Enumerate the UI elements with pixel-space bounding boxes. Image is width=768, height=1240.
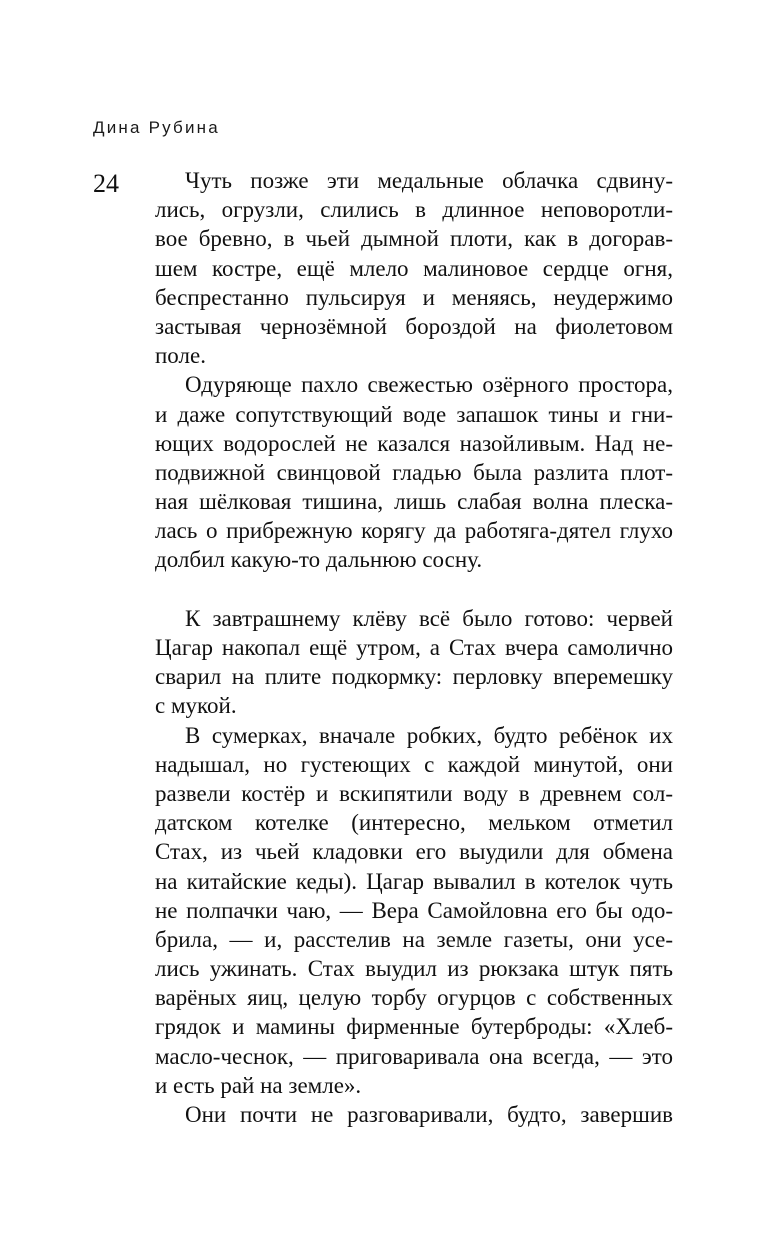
text-line: не полпачки чаю, — Вера Самойловна его бы одо-	[155, 897, 673, 923]
section-break	[155, 575, 673, 604]
text-line: беспрестанно пульсируя и меняясь, неудержимо	[155, 284, 673, 310]
text-line: вое бревно, в чьей дымной плоти, как в догорав-	[155, 226, 673, 252]
body-text	[155, 166, 673, 1129]
running-head-author: Дина Рубина	[93, 118, 220, 137]
text-line: К завтрашнему клёву всё было готово: червей	[185, 605, 673, 631]
text-line: брила, — и, расстелив на земле газеты, они усе-	[155, 926, 673, 952]
text-line: шем костре, ещё млело малиновое сердце огня,	[155, 255, 673, 281]
text-line: Цагар накопал ещё утром, а Стах вчера самолично	[155, 635, 673, 660]
text-line: Стах, из чьей кладовки его выудили для обмена	[155, 839, 673, 865]
text-line: надышал, но густеющих с каждой минутой, они	[155, 751, 673, 777]
text-line: ющих водорослей не казался назойливым. Над не-	[155, 430, 673, 456]
text-line: лись, огрузли, слились в длинное неповоротли-	[155, 197, 673, 223]
text-line: поле.	[155, 343, 206, 369]
text-line: сварил на плите подкормку: перловку вперемешку	[155, 664, 673, 690]
text-line: подвижной свинцовой гладью была разлита плот-	[155, 459, 673, 485]
text-line: долбил какую-то дальнюю сосну.	[155, 547, 483, 573]
text-line: с мукой.	[155, 693, 237, 719]
text-line: грядок и мамины фирменные бутерброды: «Хлеб-	[155, 1014, 673, 1040]
text-line: лась о прибрежную корягу да работяга-дятел глухо	[155, 518, 673, 544]
text-line: датском котелке (интересно, мельком отметил	[155, 810, 673, 836]
page-number: 24	[93, 169, 119, 198]
text-line: В сумерках, вначале робких, будто ребёнок их	[185, 722, 673, 748]
text-line: варёных яиц, целую торбу огурцов с собственных	[155, 985, 673, 1011]
text-line: масло-чеснок, — приговаривала она всегда, — это	[155, 1043, 673, 1069]
text-line: Чуть позже эти медальные облачка сдвину-	[185, 168, 673, 193]
text-line: ная шёлковая тишина, лишь слабая волна плеска-	[155, 489, 673, 515]
text-line: на китайские кеды). Цагар вывалил в котелок чуть	[155, 868, 673, 894]
text-line: Одуряюще пахло свежестью озёрного простора,	[185, 372, 673, 398]
text-line: и есть рай на земле».	[155, 1072, 362, 1098]
text-line: Они почти не разговаривали, будто, завершив	[185, 1102, 673, 1127]
text-line: застывая чернозёмной бороздой на фиолетовом	[155, 313, 673, 339]
text-line: лись ужинать. Стах выудил из рюкзака штук пять	[155, 956, 673, 982]
text-line: и даже сопутствующий воде запашок тины и гни-	[155, 401, 673, 427]
text-line: развели костёр и вскипятили воду в древнем сол-	[155, 780, 673, 806]
